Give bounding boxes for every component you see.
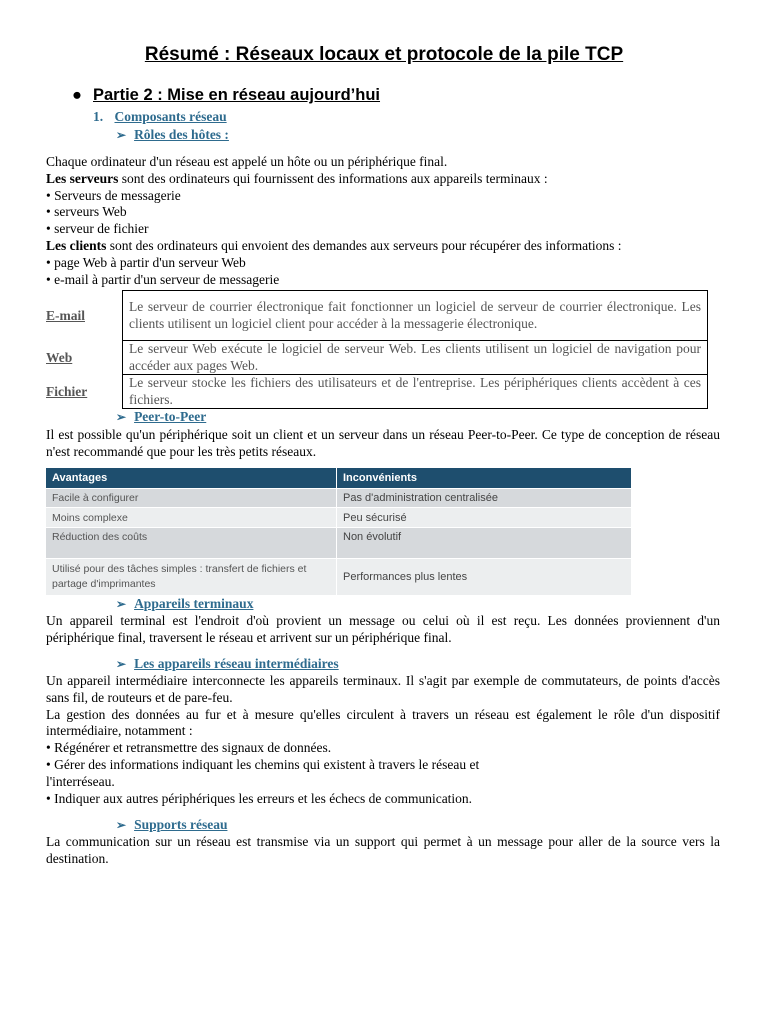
intermediaires-p2: La gestion des données au fur et à mesure qu'elles circulent à travers un réseau est également le rôle d'un dispositif intermédiaire, notamment : bbox=[46, 706, 720, 739]
servers-item: • serveurs Web bbox=[46, 204, 127, 220]
role-description: Le serveur de courrier électronique fait fonctionner un logiciel de serveur de courrier électronique. Les clients utilisent un logiciel client pour accéder à la messagerie électronique. bbox=[123, 291, 708, 341]
intermediaires-item: • Indiquer aux autres périphériques les erreurs et les échecs de communication. bbox=[46, 790, 473, 806]
subheading-p2p-label: Peer-to-Peer bbox=[134, 409, 207, 424]
servers-item: • serveur de fichier bbox=[46, 221, 149, 237]
intermediaires-text bbox=[46, 673, 720, 807]
table-cell: Réduction des coûts bbox=[46, 528, 337, 559]
section-label: Composants réseau bbox=[114, 109, 227, 124]
table-cell: Peu sécurisé bbox=[337, 508, 632, 528]
table-row bbox=[46, 508, 632, 528]
intermediaires-item: • Gérer des informations indiquant les chemins qui existent à travers le réseau et bbox=[46, 756, 480, 772]
arrow-icon: ➢ bbox=[116, 818, 127, 832]
subheading-intermediaires-label: Les appareils réseau intermédiaires bbox=[134, 656, 339, 671]
p2p-paragraph: Il est possible qu'un périphérique soit un client et un serveur dans un réseau Peer-to-Peer. Ce type de conception de réseau n'est recommandé que pour les très petits réseaux. bbox=[46, 427, 720, 459]
column-header: Avantages bbox=[46, 468, 337, 489]
clients-line bbox=[46, 238, 720, 255]
subheading-terminaux-label: Appareils terminaux bbox=[134, 596, 254, 611]
arrow-icon: ➢ bbox=[116, 657, 127, 671]
subheading-p2p bbox=[116, 409, 206, 425]
bullet-icon: ● bbox=[72, 86, 82, 104]
intermediaires-item: l'interréseau. bbox=[46, 773, 115, 789]
terminaux-text bbox=[46, 613, 720, 647]
clients-item: • page Web à partir d'un serveur Web bbox=[46, 254, 246, 270]
part-heading bbox=[72, 86, 380, 105]
clients-item: • e-mail à partir d'un serveur de messagerie bbox=[46, 271, 280, 287]
servers-rest: sont des ordinateurs qui fournissent des informations aux appareils terminaux : bbox=[118, 170, 548, 186]
section-heading-composants bbox=[93, 109, 227, 125]
roles-line1: Chaque ordinateur d'un réseau est appelé un hôte ou un périphérique final. bbox=[46, 154, 448, 169]
table-cell: Pas d'administration centralisée bbox=[337, 489, 632, 508]
role-label: Fichier bbox=[46, 383, 88, 399]
table-cell: Non évolutif bbox=[337, 528, 632, 559]
table-cell: Performances plus lentes bbox=[337, 559, 632, 596]
server-roles-table bbox=[46, 290, 708, 409]
table-row bbox=[46, 341, 708, 375]
table-row bbox=[46, 291, 708, 341]
supports-paragraph: La communication sur un réseau est transmise via un support qui permet à un message pour aller de la source vers la destination. bbox=[46, 834, 720, 866]
p2p-comparison-table bbox=[46, 468, 632, 595]
table-row bbox=[46, 375, 708, 409]
table-header-row bbox=[46, 468, 632, 489]
servers-bold: Les serveurs bbox=[46, 170, 119, 186]
role-description: Le serveur stocke les fichiers des utilisateurs et de l'entreprise. Les périphériques clients accèdent à ces fichiers. bbox=[123, 375, 708, 409]
table-cell: Facile à configurer bbox=[46, 489, 337, 508]
terminaux-paragraph: Un appareil terminal est l'endroit d'où provient un message ou celui où il est reçu. Les données proviennent d'un périphérique final, traversent le réseau et arrivent sur un périphérique final. bbox=[46, 613, 720, 645]
subheading-terminaux bbox=[116, 596, 253, 612]
document-title: Résumé : Réseaux locaux et protocole de la pile TCP bbox=[144, 44, 624, 65]
role-label: E-mail bbox=[46, 307, 85, 323]
clients-bold: Les clients bbox=[46, 237, 107, 253]
subheading-roles bbox=[116, 127, 229, 143]
p2p-text bbox=[46, 427, 720, 461]
clients-rest: sont des ordinateurs qui envoient des demandes aux serveurs pour récupérer des informations : bbox=[106, 237, 622, 253]
roles-text bbox=[46, 154, 720, 288]
servers-line bbox=[46, 171, 720, 188]
table-row bbox=[46, 528, 632, 559]
table-row bbox=[46, 559, 632, 596]
table-cell: Utilisé pour des tâches simples : transfert de fichiers et partage d'imprimantes bbox=[46, 559, 337, 596]
table-cell: Moins complexe bbox=[46, 508, 337, 528]
part-label: Partie 2 : Mise en réseau aujourd’hui bbox=[93, 86, 381, 104]
subheading-supports-label: Supports réseau bbox=[134, 817, 228, 832]
arrow-icon: ➢ bbox=[116, 410, 127, 424]
subheading-roles-label: Rôles des hôtes : bbox=[134, 127, 229, 142]
intermediaires-p1: Un appareil intermédiaire interconnecte les appareils terminaux. Il s'agit par exemple de commutateurs, de points d'accès sans fil, de routeurs et de pare-feu. bbox=[46, 673, 720, 705]
table-row bbox=[46, 489, 632, 508]
arrow-icon: ➢ bbox=[116, 128, 127, 142]
role-label: Web bbox=[46, 349, 73, 365]
supports-text bbox=[46, 834, 720, 868]
role-description: Le serveur Web exécute le logiciel de serveur Web. Les clients utilisent un logiciel de navigation pour accéder aux pages Web. bbox=[123, 341, 708, 375]
column-header: Inconvénients bbox=[337, 468, 632, 489]
intermediaires-item: • Régénérer et retransmettre des signaux de données. bbox=[46, 740, 332, 756]
subheading-intermediaires bbox=[116, 656, 339, 672]
section-number: 1. bbox=[93, 109, 104, 124]
servers-item: • Serveurs de messagerie bbox=[46, 187, 181, 203]
arrow-icon: ➢ bbox=[116, 597, 127, 611]
subheading-supports bbox=[116, 817, 227, 833]
